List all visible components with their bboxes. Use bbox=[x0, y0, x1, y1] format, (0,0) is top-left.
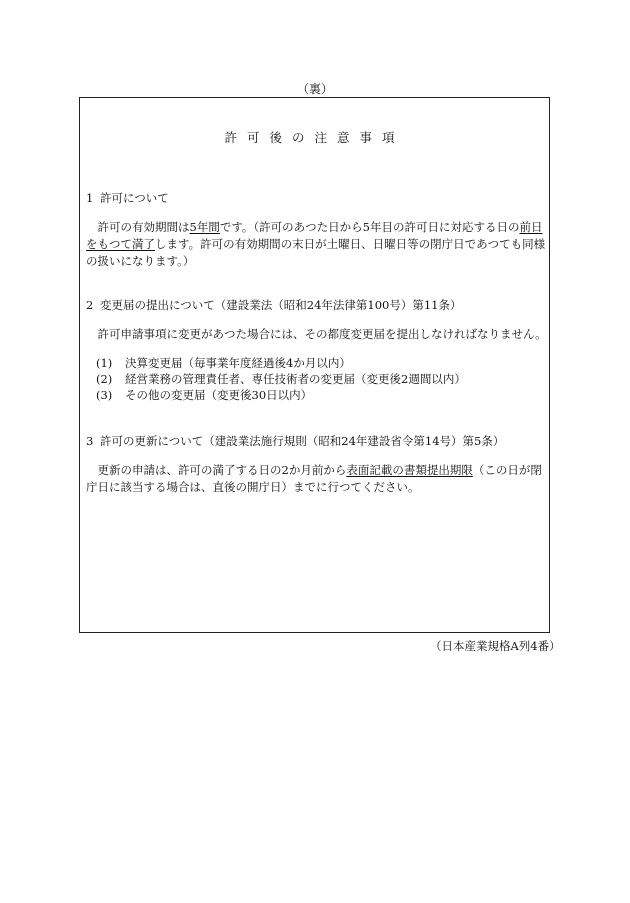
section-1-number: 1 bbox=[86, 191, 94, 205]
section-2-title: 変更届の提出について（建設業法（昭和24年法律第100号）第11条） bbox=[100, 298, 462, 312]
section-2-item-1-text: 決算変更届（毎事業年度経過後4か月以内） bbox=[125, 356, 351, 370]
section-2-item-1-index: (1) bbox=[96, 356, 113, 370]
section-2-item-2-index: (2) bbox=[96, 372, 113, 386]
section-3-text-b: （この日が閉庁日に該当する場合は、直後の開庁日）までに行つてください。 bbox=[86, 463, 542, 494]
section-3-heading bbox=[86, 433, 504, 449]
section-1-body bbox=[86, 219, 547, 270]
notice-frame bbox=[79, 97, 550, 633]
section-1-text-c: します。許可の有効期間の末日が土曜日、日曜日等の閉庁日であつても同様の扱いになります。） bbox=[86, 237, 546, 268]
side-label: （裏） bbox=[296, 82, 333, 96]
section-2-body: 許可申請事項に変更があつた場合には、その都度変更届を提出しなければなりません。 bbox=[86, 327, 547, 341]
document-title: 許可後の注意事項 bbox=[224, 130, 405, 145]
section-2-item-3-text: その他の変更届（変更後30日以内） bbox=[125, 388, 313, 402]
paper-size-note: （日本産業規格A列4番） bbox=[430, 639, 561, 653]
section-2-item-1 bbox=[96, 356, 351, 370]
section-3-number: 3 bbox=[86, 434, 94, 448]
section-2-number: 2 bbox=[86, 298, 94, 312]
section-3-title: 許可の更新について（建設業法施行規則（昭和24年建設省令第14号）第5条） bbox=[100, 434, 505, 448]
section-2-item-3 bbox=[96, 388, 312, 402]
section-3-text-a: 更新の申請は、許可の満了する日の2か月前から bbox=[86, 463, 347, 477]
section-1-text-a: 許可の有効期間は bbox=[86, 220, 190, 234]
section-1-heading bbox=[86, 190, 169, 206]
section-2-item-2 bbox=[96, 372, 466, 386]
section-2-item-2-text: 経営業務の管理責任者、専任技術者の変更届（変更後2週間以内） bbox=[125, 372, 466, 386]
section-1-validity-period: 5年間 bbox=[189, 220, 220, 234]
section-2-item-3-index: (3) bbox=[96, 388, 113, 402]
section-1-text-b: です。（許可のあつた日から5年目の許可日に対応する日の bbox=[219, 220, 520, 234]
section-3-body bbox=[86, 462, 547, 496]
section-3-deadline-reference: 表面記載の書類提出期限 bbox=[346, 463, 473, 477]
section-2-heading bbox=[86, 297, 461, 313]
section-1-title: 許可について bbox=[100, 191, 169, 205]
section-1-expiry-rule: 前日をもつて満了 bbox=[86, 220, 543, 251]
